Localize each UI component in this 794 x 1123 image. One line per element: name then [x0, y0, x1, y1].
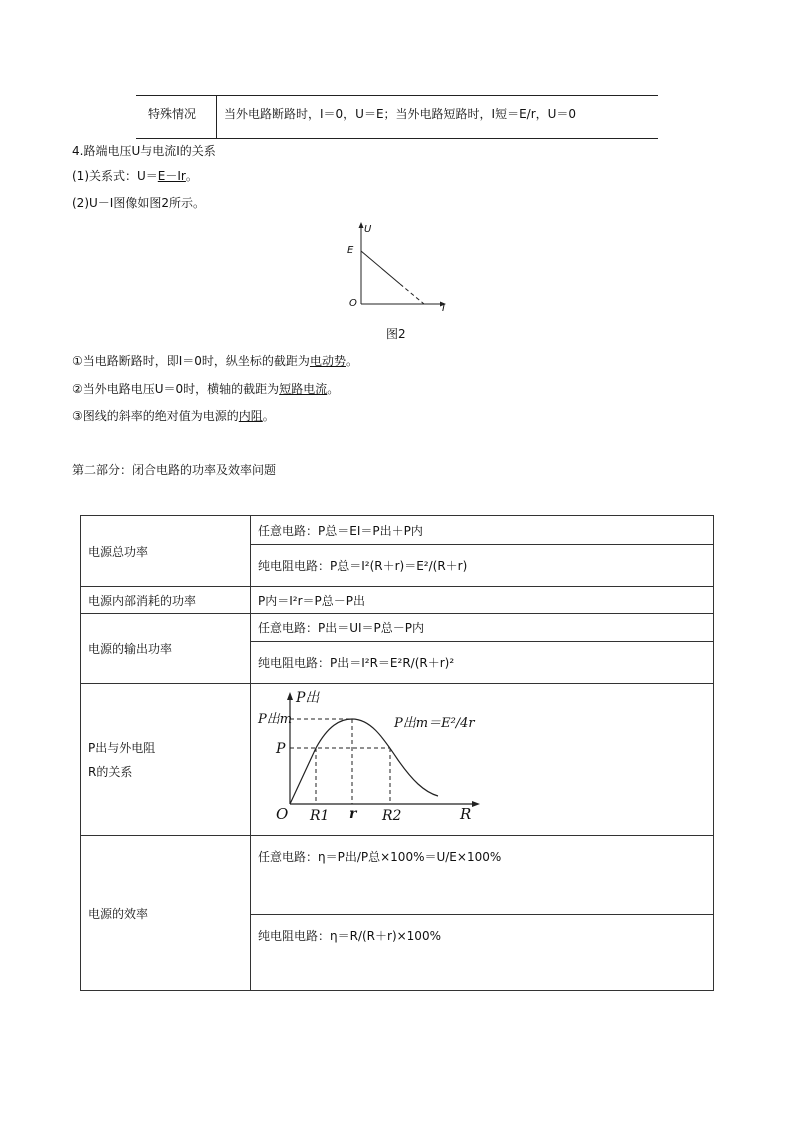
- item1-prefix: (1)关系式：U＝: [72, 169, 158, 183]
- table1-divider: [216, 95, 217, 138]
- note-1-key: 电动势: [309, 354, 346, 368]
- graph3-r2: R2: [382, 808, 402, 824]
- note-2-suffix: 。: [327, 382, 340, 396]
- item1-suffix: 。: [185, 169, 198, 183]
- note-3-prefix: ③图线的斜率的绝对值为电源的: [72, 409, 239, 423]
- special-case-content: 当外电路断路时，I＝0，U＝E；当外电路短路时，I短＝E/r，U＝0: [224, 107, 577, 121]
- special-case-label: 特殊情况: [148, 107, 197, 121]
- figure2-origin: O: [349, 298, 357, 309]
- graph3-x-arrow: [472, 801, 480, 807]
- output-power-any: 任意电路：P出＝UI＝P总－P内: [251, 614, 714, 642]
- relation-label: [81, 684, 251, 836]
- efficiency-pure: 纯电阻电路：η＝R/(R＋r)×100%: [251, 915, 714, 991]
- note-1-prefix: ①当电路断路时，即I＝0时，纵坐标的截距为: [72, 354, 310, 368]
- internal-loss-formula: P内＝I²r＝P总－P出: [251, 587, 714, 614]
- graph3-p-label: P: [276, 741, 286, 757]
- output-power-label: 电源的输出功率: [81, 614, 251, 684]
- note-1-suffix: 。: [345, 354, 358, 368]
- note-2-prefix: ②当外电路电压U＝0时，横轴的截距为: [72, 382, 280, 396]
- figure2-line-dashed: [400, 284, 424, 304]
- internal-loss-label: 电源内部消耗的功率: [81, 587, 251, 614]
- figure2-axis-i: I: [442, 303, 445, 314]
- graph3-formula: P出m＝E²/4r: [394, 716, 475, 731]
- note-2: [72, 381, 339, 397]
- section4-item1: [72, 168, 198, 184]
- graph3-origin: O: [276, 805, 289, 823]
- output-power-pure: 纯电阻电路：P出＝I²R＝E²R/(R＋r)²: [251, 642, 714, 684]
- total-power-pure: 纯电阻电路：P总＝I²(R＋r)＝E²/(R＋r): [251, 545, 714, 587]
- figure2-intercept-e: E: [347, 245, 354, 256]
- part2-title: 第二部分：闭合电路的功率及效率问题: [72, 463, 277, 477]
- figure2-line-solid: [361, 251, 400, 284]
- efficiency-label: 电源的效率: [81, 836, 251, 991]
- graph3-max-label: P出m: [258, 712, 293, 727]
- note-3: [72, 408, 275, 424]
- table1-top-border: [136, 95, 658, 96]
- note-3-suffix: 。: [262, 409, 275, 423]
- table1-bottom-border: [136, 138, 658, 139]
- relation-label-line2: R的关系: [88, 764, 133, 779]
- relation-label-line1: P出与外电阻: [88, 740, 156, 755]
- graph3-axis-pout: P出: [296, 690, 320, 706]
- efficiency-any: 任意电路：η＝P出/P总×100%＝U/E×100%: [251, 836, 714, 915]
- section4-item2: (2)U－I图像如图2所示。: [72, 196, 205, 210]
- section4-heading: 4.路端电压U与电流I的关系: [72, 144, 216, 158]
- item1-value: E－Ir: [157, 169, 186, 183]
- graph3-r1: R1: [310, 808, 330, 824]
- figure2-axis-u: U: [364, 224, 372, 235]
- note-1: [72, 353, 358, 369]
- graph3-r: r: [349, 806, 357, 822]
- graph3-y-arrow: [287, 692, 293, 700]
- note-2-key: 短路电流: [279, 382, 328, 396]
- note-3-key: 内阻: [238, 409, 263, 423]
- graph3-axis-r: R: [460, 805, 472, 823]
- figure2-caption: 图2: [386, 327, 406, 341]
- total-power-label: 电源总功率: [81, 516, 251, 587]
- figure2-y-arrow: [359, 222, 364, 228]
- total-power-any: 任意电路：P总＝EI＝P出＋P内: [251, 516, 714, 545]
